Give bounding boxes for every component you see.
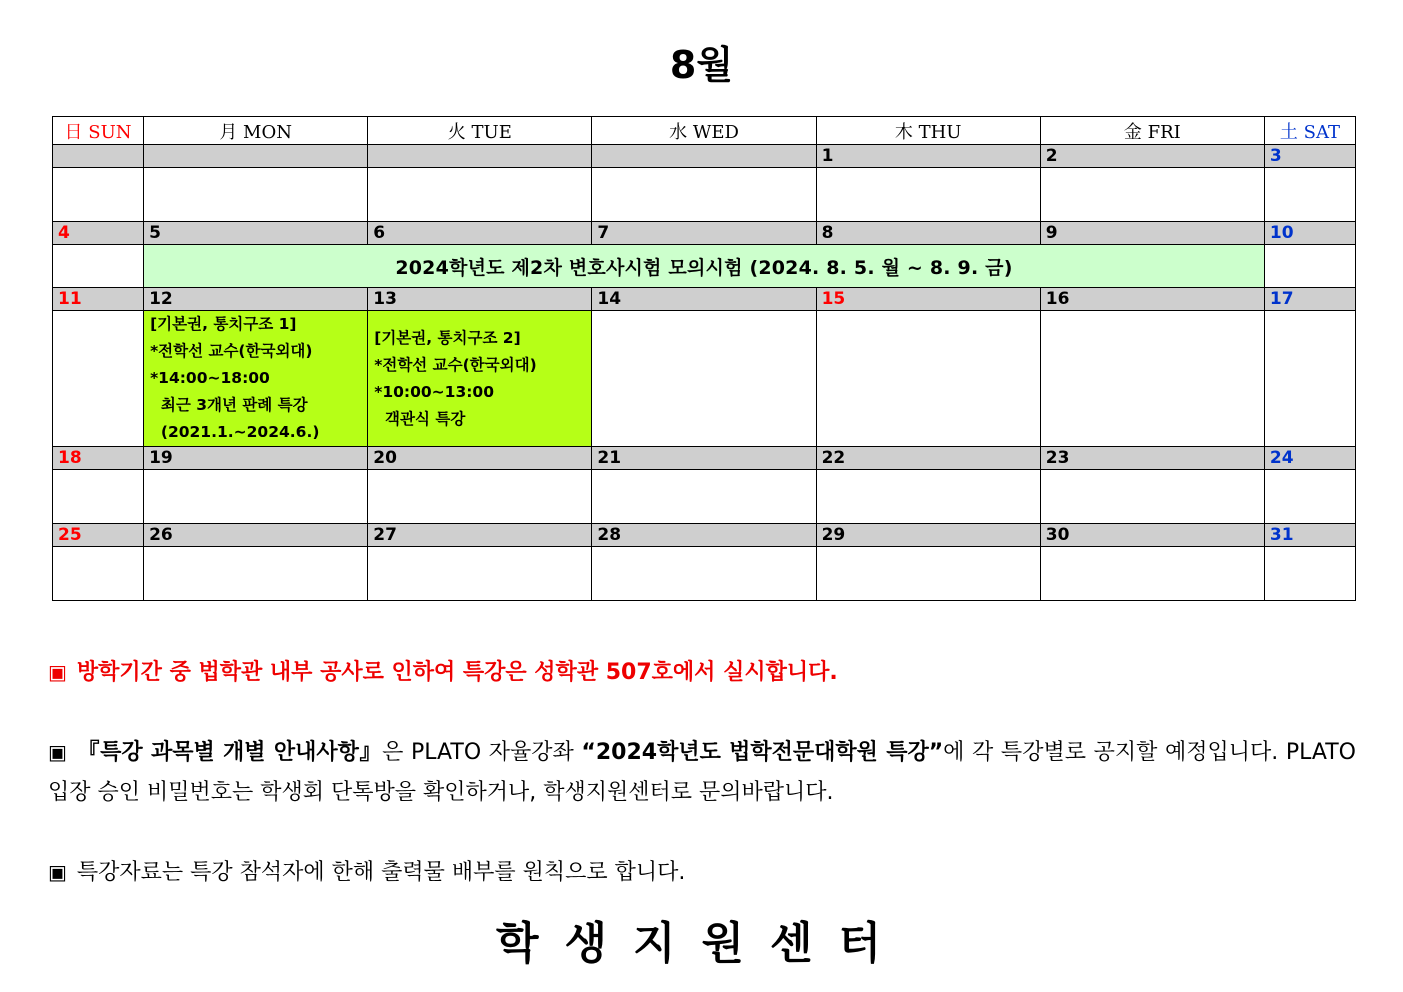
date-number: 20: [368, 447, 592, 470]
lecture-line: 객관식 특강: [374, 409, 466, 428]
mock-exam-banner: 2024학년도 제2차 변호사시험 모의시험 (2024. 8. 5. 월 ~ 8. 9. 금): [144, 245, 1265, 288]
date-number: [144, 145, 368, 168]
date-number: 15: [816, 288, 1040, 311]
date-number: 9: [1040, 222, 1264, 245]
date-number: 11: [53, 288, 144, 311]
day-cell: [1264, 245, 1355, 288]
date-number: 14: [592, 288, 816, 311]
lecture-event-tue13: [368, 311, 592, 447]
week-body-row: [53, 311, 1356, 447]
date-number: 25: [53, 524, 144, 547]
notice-text: 방학기간 중 법학관 내부 공사로 인하여 특강은 성학관 507호에서 실시합니다.: [76, 660, 838, 685]
week-date-row: [53, 288, 1356, 311]
lecture-line: 최근 3개년 판례 특강: [150, 396, 308, 414]
date-number: 1: [816, 145, 1040, 168]
day-cell: [368, 547, 592, 601]
notice-text: 특강자료는 특강 참석자에 한해 출력물 배부를 원칙으로 합니다.: [76, 860, 686, 885]
lecture-line: [기본권, 통치구조 1]: [150, 315, 297, 333]
week-body-row: [53, 470, 1356, 524]
day-cell: [368, 168, 592, 222]
notice-plato: [48, 732, 1356, 813]
day-cell: [1264, 470, 1355, 524]
notice-bold-title: 『특강 과목별 개별 안내사항』: [76, 740, 383, 765]
date-number: 31: [1264, 524, 1355, 547]
day-cell: [816, 168, 1040, 222]
lecture-line: (2021.1.~2024.6.): [150, 423, 320, 441]
date-number: 21: [592, 447, 816, 470]
week-date-row: [53, 145, 1356, 168]
week-date-row: [53, 524, 1356, 547]
weekday-header: 木 THU: [816, 117, 1040, 145]
date-number: 5: [144, 222, 368, 245]
lecture-line: *14:00~18:00: [150, 369, 270, 387]
date-number: [592, 145, 816, 168]
weekday-header: 土 SAT: [1264, 117, 1355, 145]
day-cell: [592, 311, 816, 447]
week-body-row: [53, 547, 1356, 601]
day-cell: [592, 168, 816, 222]
date-number: 7: [592, 222, 816, 245]
day-cell: [816, 547, 1040, 601]
day-cell: [368, 470, 592, 524]
weekday-header: 月 MON: [144, 117, 368, 145]
notice-materials: [48, 852, 1356, 893]
day-cell: [1040, 168, 1264, 222]
lecture-event-mon12: [144, 311, 368, 447]
day-cell: [144, 470, 368, 524]
date-number: 10: [1264, 222, 1355, 245]
week-body-row: [53, 245, 1356, 288]
page-title: 8월: [669, 43, 734, 87]
day-cell: [1264, 311, 1355, 447]
date-number: 23: [1040, 447, 1264, 470]
date-number: 16: [1040, 288, 1264, 311]
day-cell: [53, 470, 144, 524]
lecture-line: *10:00~13:00: [374, 382, 495, 401]
weekday-header-row: [53, 117, 1356, 145]
date-number: [368, 145, 592, 168]
date-number: 4: [53, 222, 144, 245]
day-cell: [53, 168, 144, 222]
date-number: 22: [816, 447, 1040, 470]
weekday-header: 火 TUE: [368, 117, 592, 145]
date-number: 6: [368, 222, 592, 245]
date-number: 29: [816, 524, 1040, 547]
calendar-table: [52, 116, 1356, 601]
date-number: 2: [1040, 145, 1264, 168]
lecture-line: *전학선 교수(한국외대): [150, 342, 313, 360]
notice-text: 은 PLATO 자율강좌: [382, 740, 582, 765]
notice-construction: [48, 652, 1356, 693]
date-number: 30: [1040, 524, 1264, 547]
day-cell: [53, 245, 144, 288]
day-cell: [592, 547, 816, 601]
date-number: 17: [1264, 288, 1355, 311]
day-cell: [816, 311, 1040, 447]
day-cell: [1264, 547, 1355, 601]
day-cell: [1040, 311, 1264, 447]
weekday-header: 水 WED: [592, 117, 816, 145]
lecture-line: [기본권, 통치구조 2]: [374, 328, 521, 347]
day-cell: [144, 547, 368, 601]
week-date-row: [53, 222, 1356, 245]
day-cell: [144, 168, 368, 222]
date-number: 18: [53, 447, 144, 470]
date-number: 27: [368, 524, 592, 547]
week-body-row: [53, 168, 1356, 222]
bullet-icon: ▣: [48, 660, 67, 684]
date-number: 3: [1264, 145, 1355, 168]
day-cell: [1040, 547, 1264, 601]
date-number: 24: [1264, 447, 1355, 470]
day-cell: [592, 470, 816, 524]
weekday-header: 金 FRI: [1040, 117, 1264, 145]
date-number: 28: [592, 524, 816, 547]
day-cell: [816, 470, 1040, 524]
lecture-line: *전학선 교수(한국외대): [374, 355, 537, 374]
date-number: 19: [144, 447, 368, 470]
bullet-icon: ▣: [48, 860, 67, 884]
week-date-row: [53, 447, 1356, 470]
date-number: 26: [144, 524, 368, 547]
day-cell: [1040, 470, 1264, 524]
footer-department: 학생지원센터: [495, 918, 908, 969]
date-number: 8: [816, 222, 1040, 245]
notice-text: 에 각 특강별로 공지할 예정입니다. PLATO 입장 승인 비밀번호는 학생회 단톡방을 확인하거나, 학생지원센터로 문의바랍니다.: [48, 740, 1356, 805]
notice-course-name: “2024학년도 법학전문대학원 특강”: [581, 740, 944, 765]
date-number: [53, 145, 144, 168]
bullet-icon: ▣: [48, 740, 67, 764]
day-cell: [1264, 168, 1355, 222]
day-cell: [53, 311, 144, 447]
day-cell: [53, 547, 144, 601]
date-number: 13: [368, 288, 592, 311]
weekday-header: 日 SUN: [53, 117, 144, 145]
date-number: 12: [144, 288, 368, 311]
